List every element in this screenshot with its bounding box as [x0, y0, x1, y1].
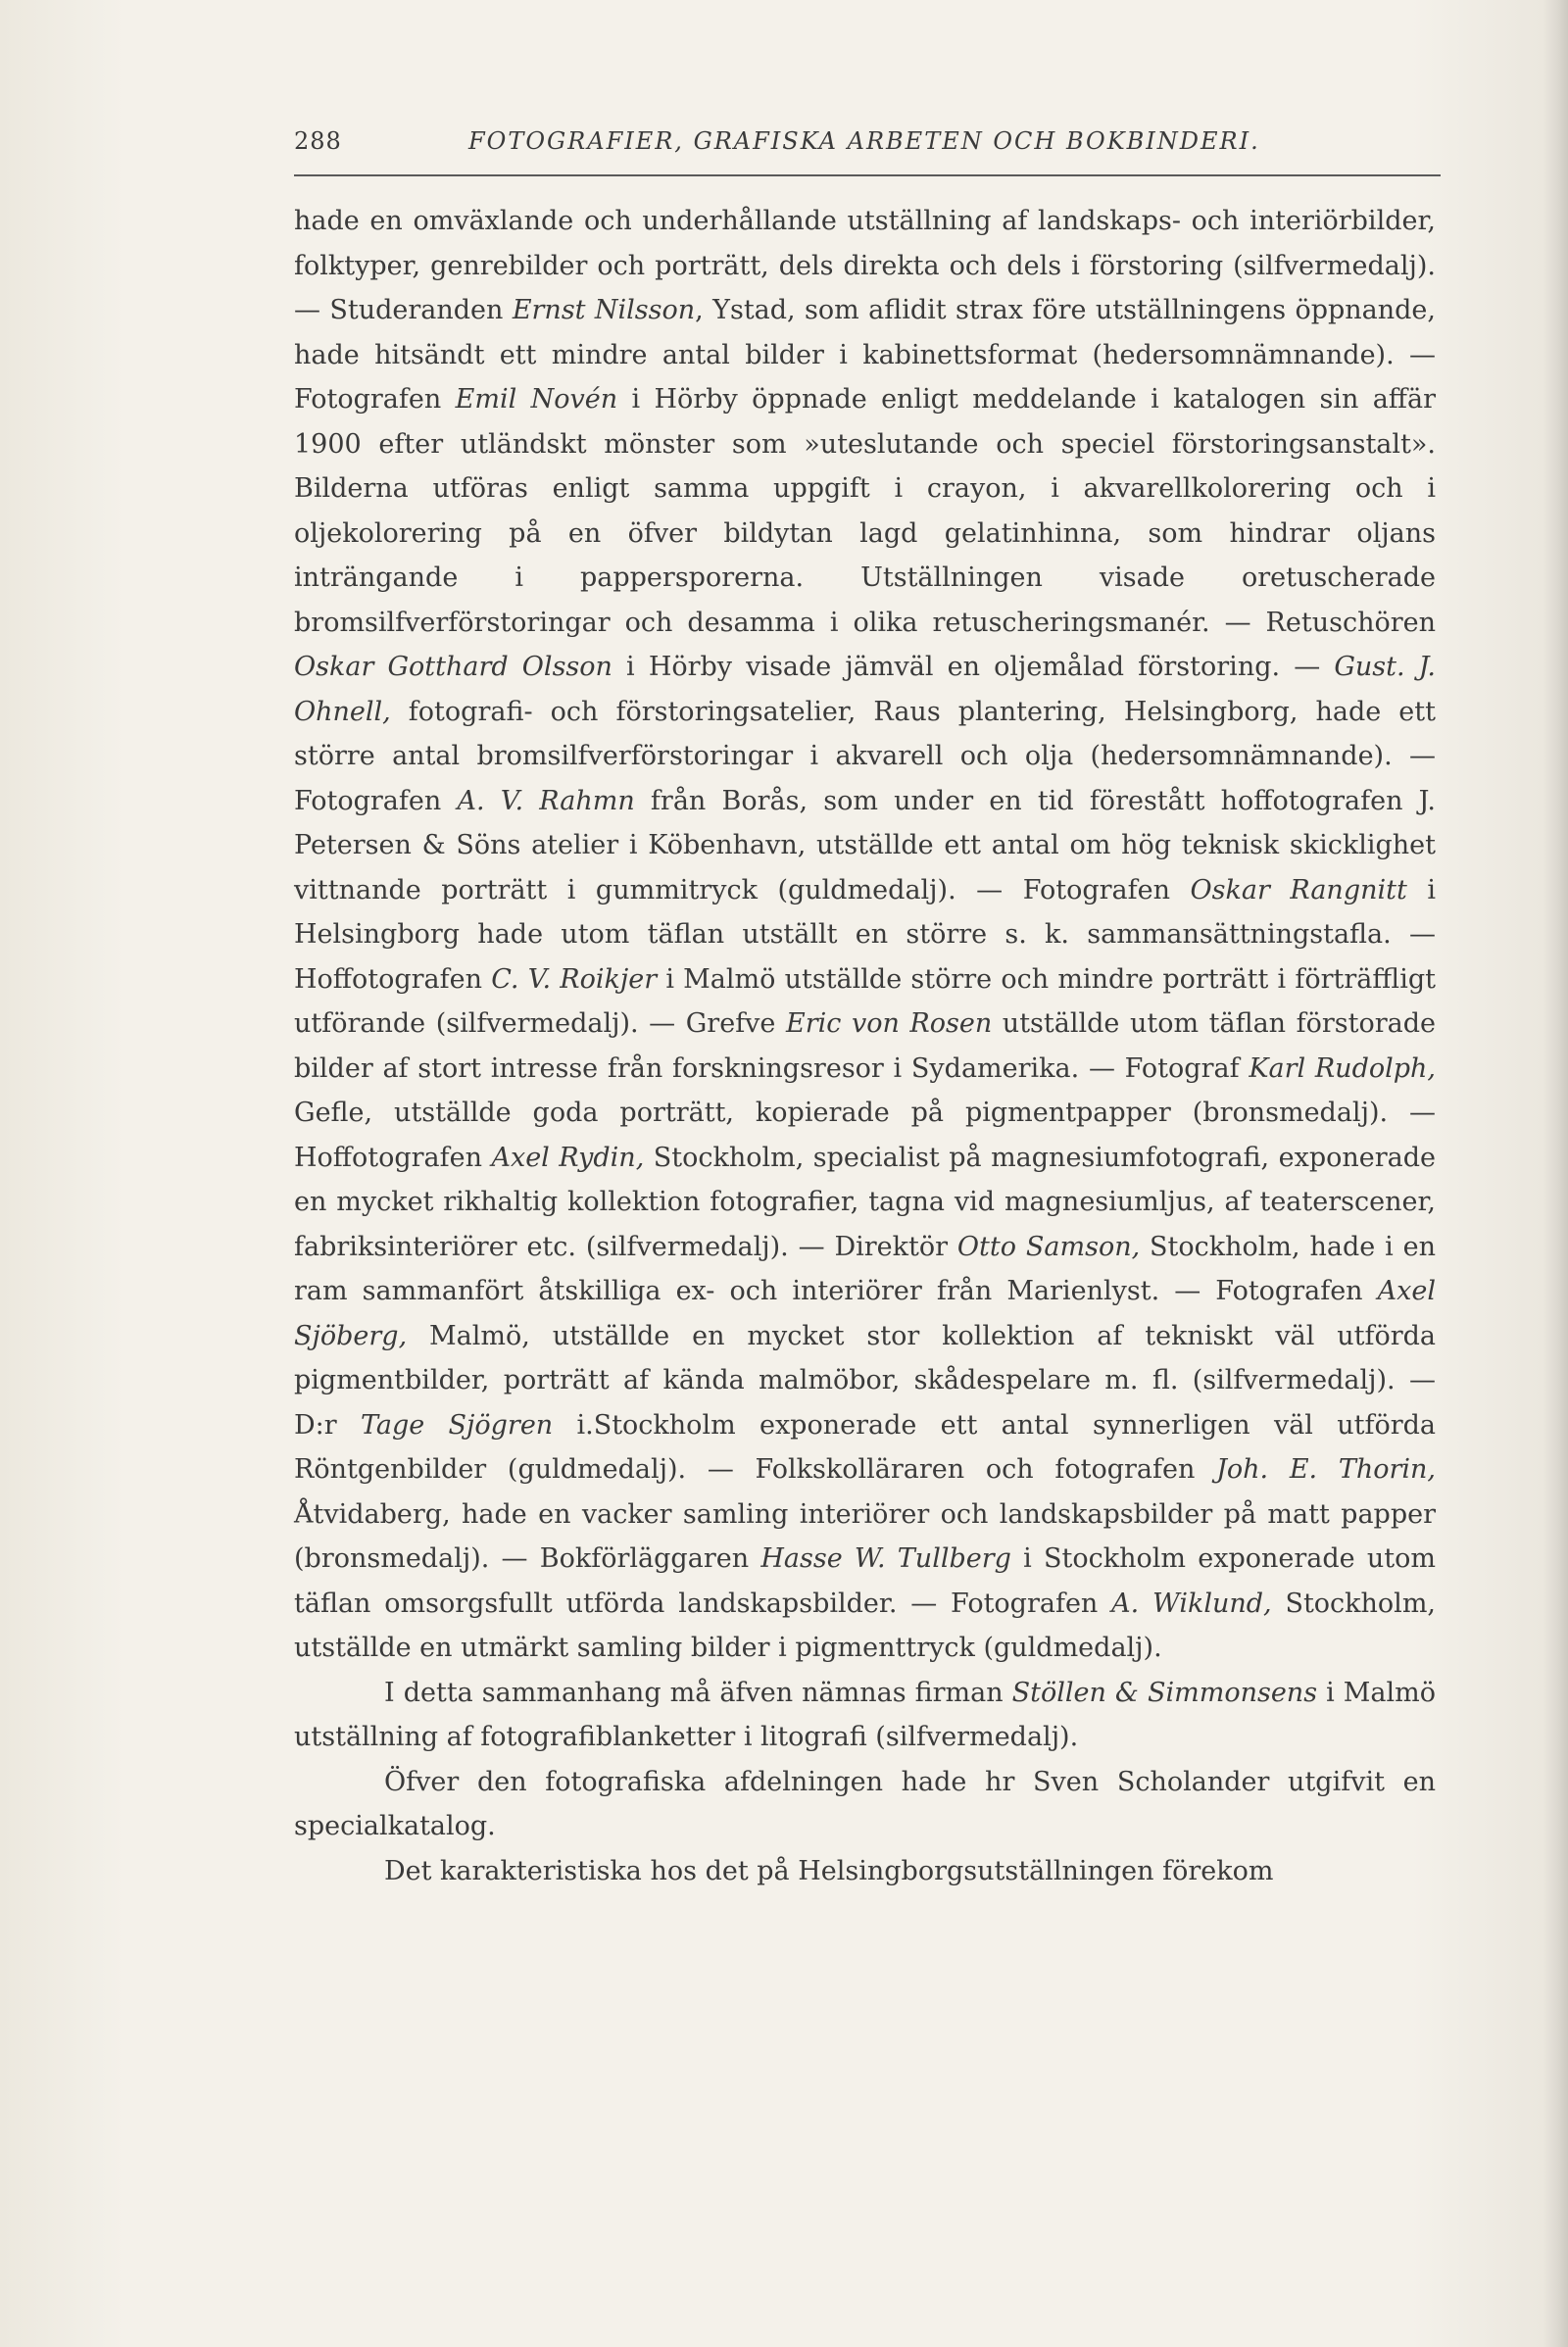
firm-name: Stöllen & Simmonsens [1011, 1677, 1318, 1708]
person-name: C. V. Roikjer [491, 963, 658, 995]
paragraph: Öfver den fotografiska afdelningen hade hr Sven Scholander utgifvit en specialkatalog. [294, 1766, 1436, 1841]
person-name: Axel Rydin, [491, 1142, 645, 1173]
paragraph: hade en omväxlande och underhållande utställning af landskaps- och interiörbilder, folktyper, genrebilder och porträtt, dels direkta och dels i förstoring (silfvermedalj). — Studeranden Ernst Nilsson, Ystad, som aflidit strax före utställningens öppnande, hade hitsändt ett mindre antal bilder i kabinettsformat (hedersomnämnande). — Fotografen Emil Novén i Hörby öppnade enligt meddelande i katalogen sin affär 1900 efter utländskt mönster som »uteslutande och speciel förstoringsanstalt». Bilderna utföras enligt samma uppgift i crayon, i akvarellkolorering och i oljekolorering på en öfver bildytan lagd gelatinhinna, som hindrar oljans inträngande i pappersporerna. Utställningen visade oretuscherade bromsilfverförstoringar och desamma i olika retuscheringsmanér. — Retuschören Oskar Gotthard Olsson i Hörby visade jämväl en oljemålad förstoring. — Gust. J. Ohnell, fotografi- och förstoringsatelier, Raus plantering, Helsingborg, hade ett större antal bromsilfverförstoringar i akvarell och olja (hedersomnämnande). — Fotografen A. V. Rahmn från Borås, som under en tid förestått hoffotografen J. Petersen & Söns atelier i Köbenhavn, utställde ett antal om hög teknisk skicklighet vittnande porträtt i gummitryck (guldmedalj). — Fotografen Oskar Rangnitt i Helsingborg hade utom täflan utställt en större s. k. sammansättningstafla. — Hoffotografen C. V. Roikjer i Malmö utställde större och mindre porträtt i förträffligt utförande (silfvermedalj). — Grefve Eric von Rosen utställde utom täflan förstorade bilder af stort intresse från forskningsresor i Sydamerika. — Fotograf Karl Rudolph, Gefle, utställde goda porträtt, kopierade på pigmentpapper (bronsmedalj). — Hoffotografen Axel Rydin, Stockholm, specialist på magnesiumfotografi, exponerade en mycket rikhaltig kollektion fotografier, tagna vid magnesiumljus, af teaterscener, fabriksinteriörer etc. (silfvermedalj). — Direktör Otto Samson, Stockholm, hade i en ram sammanfört åtskilliga ex- och interiörer från Marienlyst. — Fotografen Axel Sjöberg, Malmö, utställde en mycket stor kollektion af tekniskt väl utförda pigmentbilder, porträtt af kända malmöbor, skådespelare m. fl. (silfvermedalj). — D:r Tage Sjögren i.Stockholm exponerade ett antal synnerligen väl utförda Röntgenbilder (guldmedalj). — Folkskolläraren och fotografen Joh. E. Thorin, Åtvidaberg, hade en vacker samling interiörer och landskapsbilder på matt papper (bronsmedalj). — Bokförläggaren Hasse W. Tullberg i Stockholm exponerade utom täflan omsorgsfullt utförda landskapsbilder. — Fotografen A. Wiklund, Stockholm, utställde en utmärkt samling bilder i pigmenttryck (guldmedalj). [294, 206, 1437, 1663]
page-header [294, 127, 1441, 171]
person-name: Oskar Gotthard Olsson [294, 652, 612, 682]
person-name: Ernst Nilsson [512, 295, 696, 325]
page-number: 288 [294, 127, 342, 155]
person-name: Emil Novén [455, 384, 618, 415]
page-edge-shadow [1543, 0, 1568, 2347]
person-name: Oskar Rangnitt [1190, 874, 1407, 905]
body-text [294, 199, 1436, 1893]
person-name: Gust. J. Ohnell, [294, 652, 1436, 727]
header-rule [294, 174, 1441, 176]
person-name: Tage Sjögren [360, 1409, 554, 1441]
person-name: Eric von Rosen [786, 1008, 993, 1039]
person-name: Karl Rudolph, [1249, 1052, 1436, 1084]
running-title: FOTOGRAFIER, GRAFISKA ARBETEN OCH BOKBINDERI. [468, 127, 1260, 155]
paragraph: I detta sammanhang må äfven nämnas firman Stöllen & Simmonsens i Malmö utställning af fotografiblanketter i litografi (silfvermedalj). [294, 1677, 1437, 1752]
person-name: Hasse W. Tullberg [760, 1543, 1011, 1574]
person-name: Joh. E. Thorin, [1216, 1454, 1436, 1485]
person-name: Axel Sjöberg, [294, 1276, 1436, 1351]
person-name: Otto Samson, [956, 1231, 1141, 1262]
person-name: A. V. Rahmn [457, 785, 635, 816]
paragraph: Det karakteristiska hos det på Helsingborgsutställningen förekom [384, 1855, 1274, 1886]
person-name: A. Wiklund, [1111, 1588, 1272, 1619]
